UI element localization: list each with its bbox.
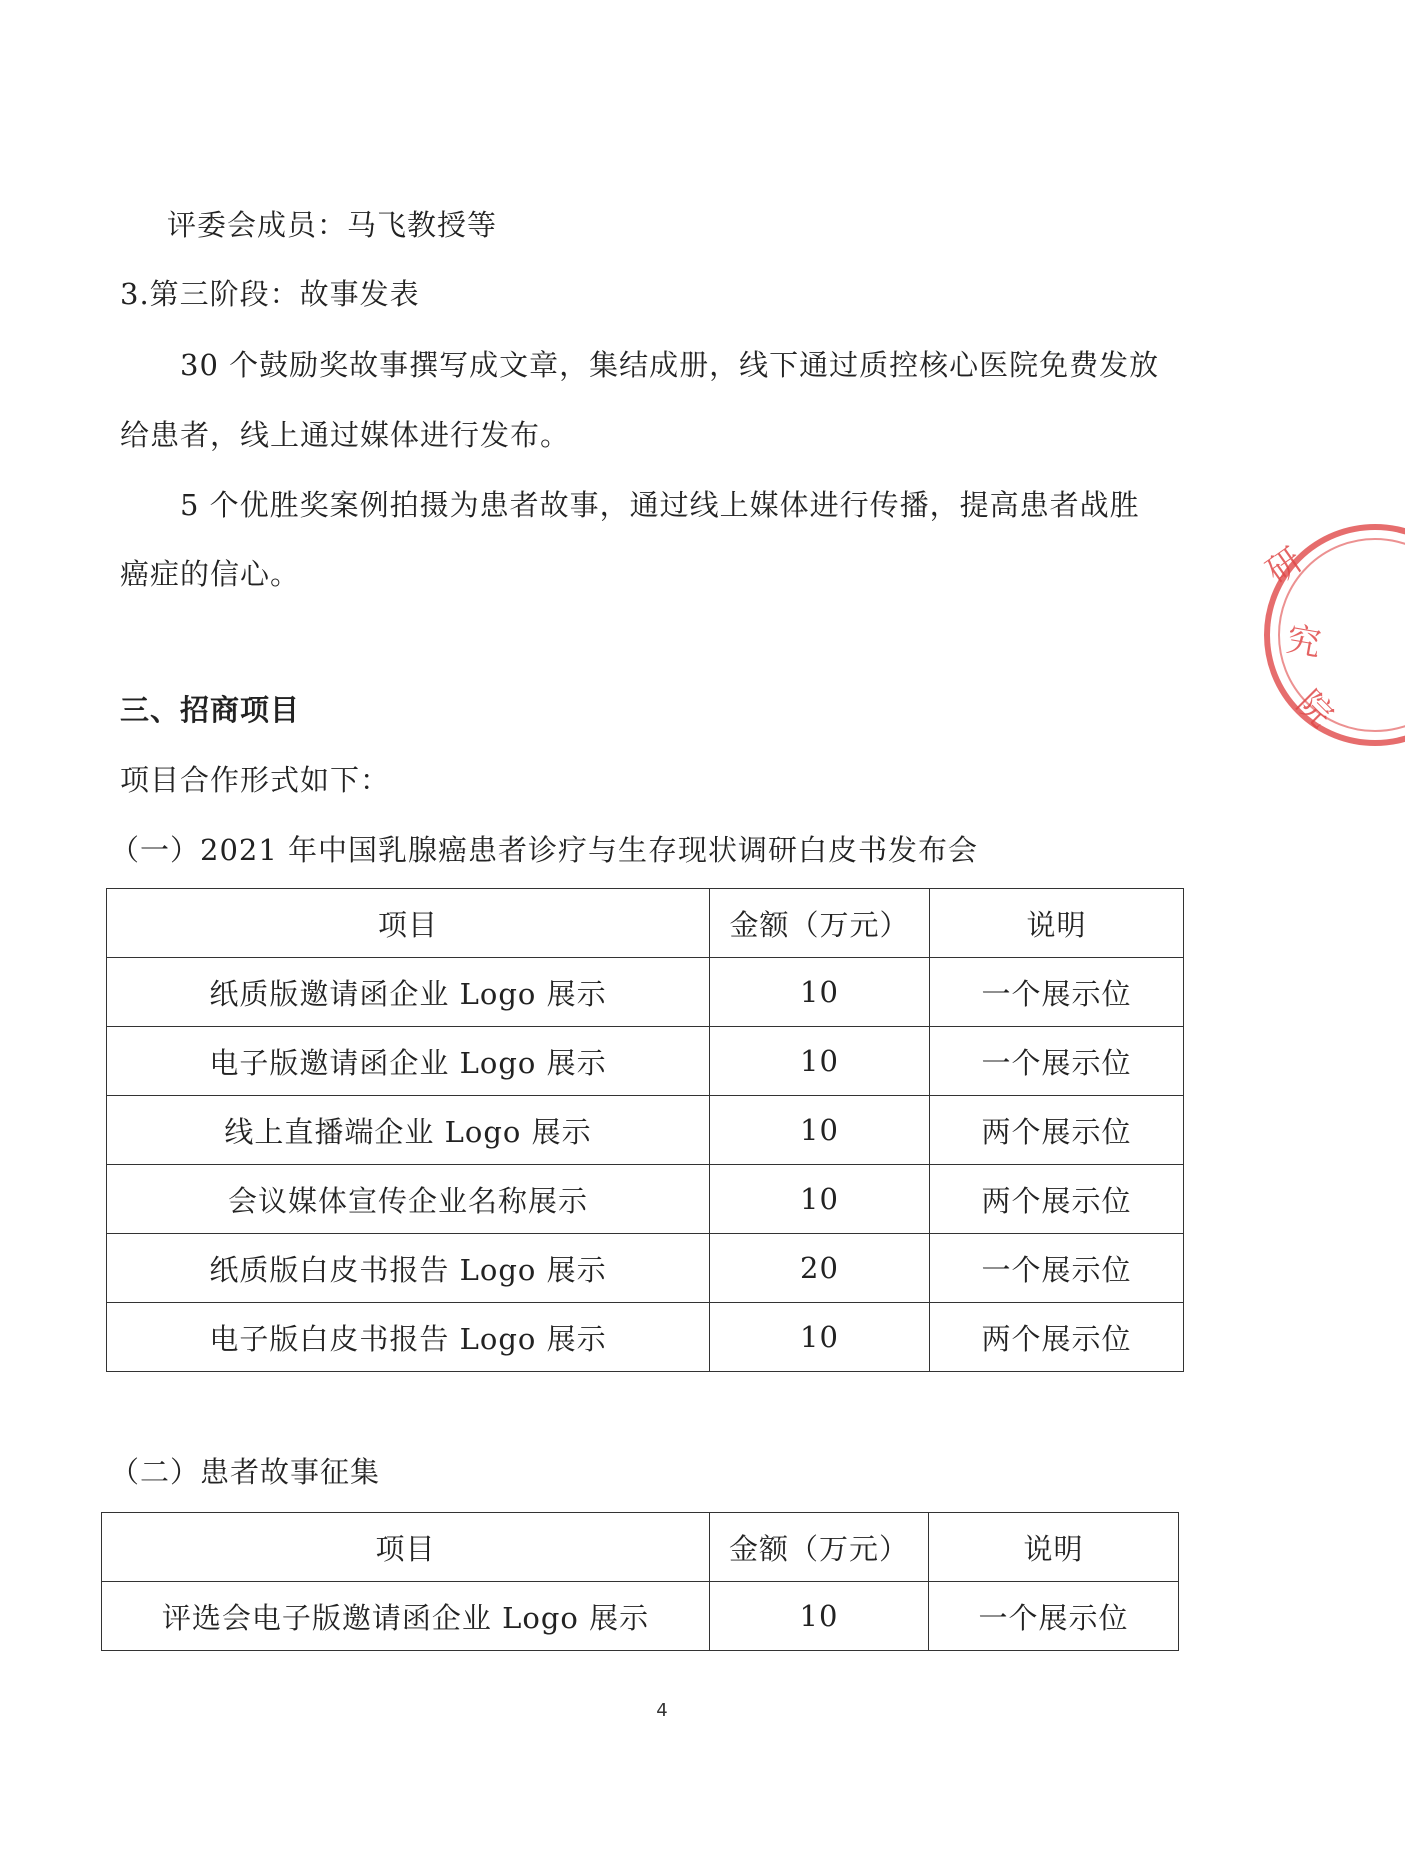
cell-amount: 20 [710,1234,930,1303]
table-header-row [107,889,1184,958]
header-note: 说明 [929,1513,1179,1582]
cell-item: 纸质版白皮书报告 Logo 展示 [107,1234,710,1303]
table-header-row [102,1513,1179,1582]
cell-note: 一个展示位 [929,1582,1179,1651]
svg-text:研: 研 [1259,540,1311,593]
cell-amount: 10 [710,1582,929,1651]
cell-item: 会议媒体宣传企业名称展示 [107,1165,710,1234]
table-row [107,958,1184,1027]
table1-caption: （一）2021 年中国乳腺癌患者诊疗与生存现状调研白皮书发布会 [110,833,979,867]
svg-text:究: 究 [1283,619,1324,665]
table-row [107,1234,1184,1303]
paragraph-review-committee: 评委会成员：马飞教授等 [167,208,498,242]
paragraph-stage3-line4: 癌症的信心。 [120,557,301,591]
header-item: 项目 [102,1513,710,1582]
cell-item: 纸质版邀请函企业 Logo 展示 [107,958,710,1027]
cell-amount: 10 [710,1303,930,1372]
header-amount: 金额（万元） [710,1513,929,1582]
header-amount: 金额（万元） [710,889,930,958]
cell-item: 线上直播端企业 Logo 展示 [107,1096,710,1165]
cell-note: 两个展示位 [930,1096,1184,1165]
table-row [102,1582,1179,1651]
table-row [107,1027,1184,1096]
table-row [107,1303,1184,1372]
cell-note: 一个展示位 [930,1027,1184,1096]
cell-amount: 10 [710,1165,930,1234]
paragraph-stage3-line3: 5 个优胜奖案例拍摄为患者故事，通过线上媒体进行传播，提高患者战胜 [180,488,1140,522]
table-row [107,1096,1184,1165]
cell-item: 电子版邀请函企业 Logo 展示 [107,1027,710,1096]
svg-text:院: 院 [1288,683,1341,736]
sponsorship-table-1 [106,888,1184,1372]
paragraph-stage3-line1: 30 个鼓励奖故事撰写成文章，集结成册，线下通过质控核心医院免费发放 [180,348,1160,382]
cell-item: 评选会电子版邀请函企业 Logo 展示 [102,1582,710,1651]
page-number: 4 [656,1700,668,1721]
cell-note: 两个展示位 [930,1303,1184,1372]
cell-amount: 10 [710,1027,930,1096]
paragraph-stage3-title: 3.第三阶段：故事发表 [120,277,420,311]
table-row [107,1165,1184,1234]
header-note: 说明 [930,889,1184,958]
cell-item: 电子版白皮书报告 Logo 展示 [107,1303,710,1372]
table2-caption: （二）患者故事征集 [110,1455,381,1489]
section-intro: 项目合作形式如下： [120,763,391,797]
sponsorship-table-2 [101,1512,1179,1651]
cell-note: 两个展示位 [930,1165,1184,1234]
paragraph-stage3-line2: 给患者，线上通过媒体进行发布。 [120,418,571,452]
header-item: 项目 [107,889,710,958]
section-heading-sponsorship: 三、招商项目 [120,693,301,727]
cell-amount: 10 [710,958,930,1027]
cell-amount: 10 [710,1096,930,1165]
official-seal-stamp [1255,515,1405,755]
cell-note: 一个展示位 [930,958,1184,1027]
cell-note: 一个展示位 [930,1234,1184,1303]
